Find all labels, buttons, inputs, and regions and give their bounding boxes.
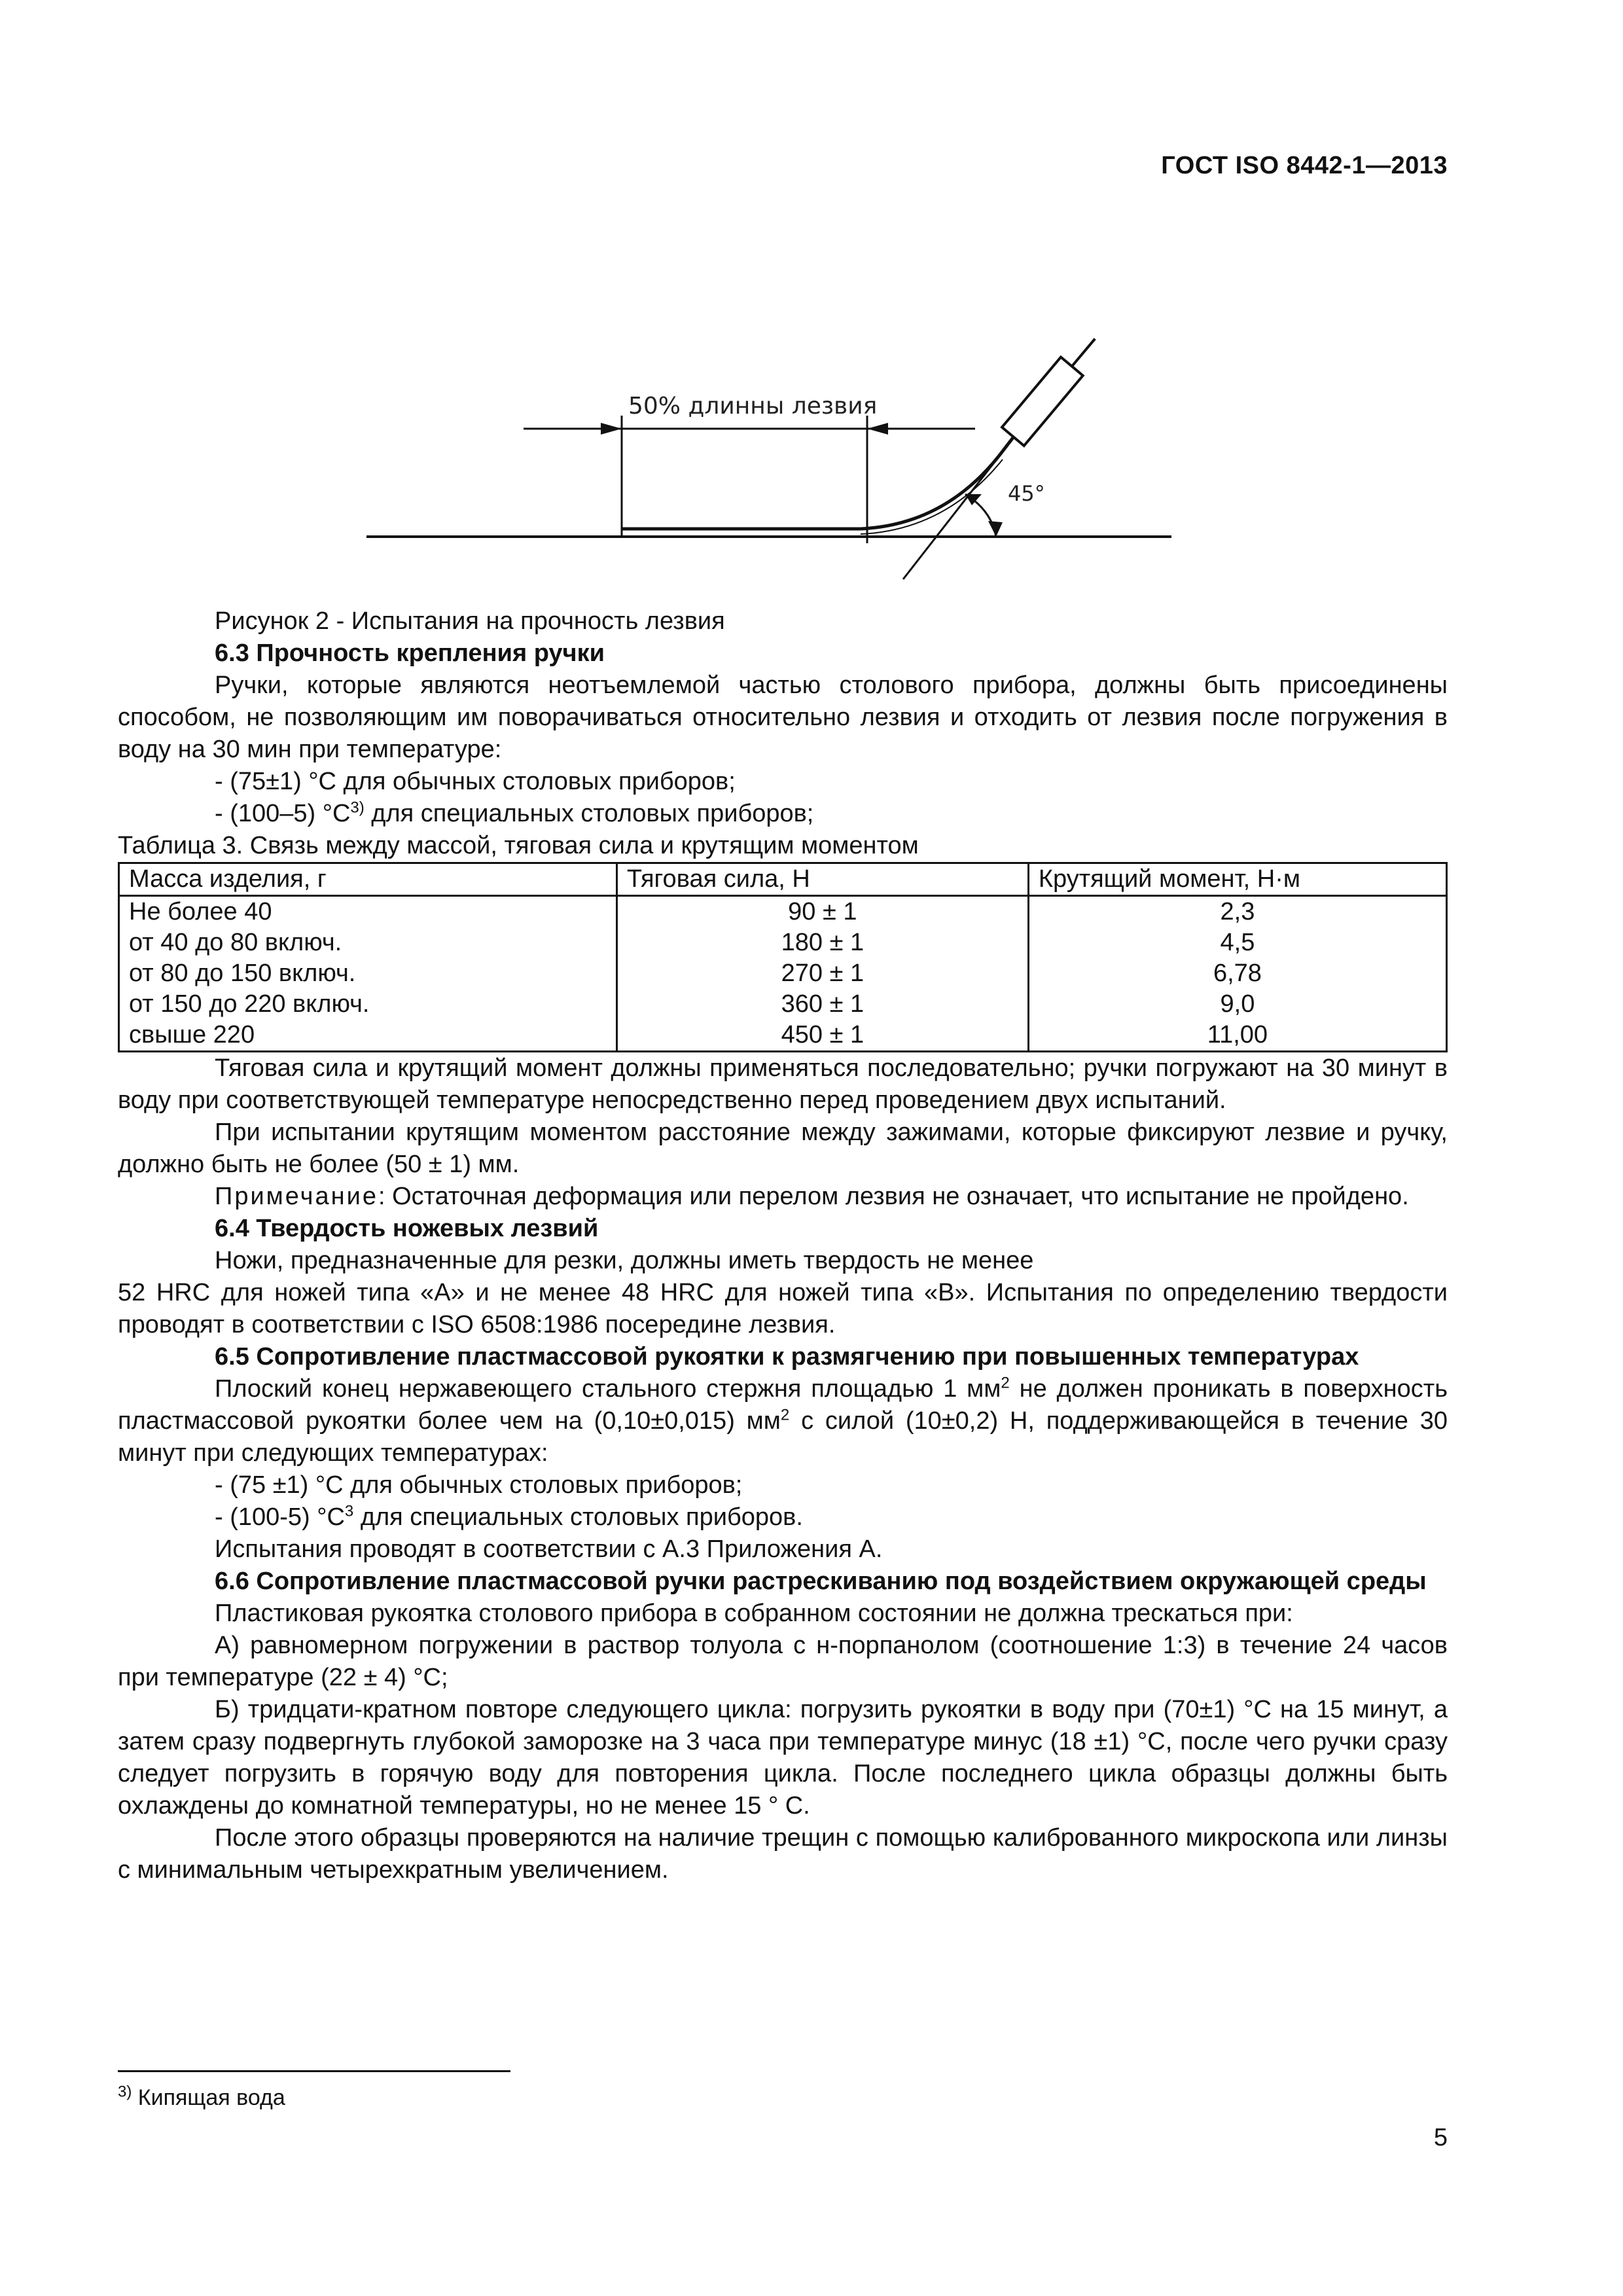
document-body — [118, 605, 1448, 1886]
angle-arrow-top — [965, 494, 982, 505]
paragraph-6-6-a: А) равномерном погружении в раствор толуола с н-порпанолом (соотношение 1:3) в течение 24 часов при температуре (22 ± 4) °С; — [118, 1632, 1448, 1691]
figure-angle-label: 45° — [1008, 481, 1045, 506]
heading-6-5: 6.5 Сопротивление пластмассовой рукоятки к размягчению при повышенных температурах — [215, 1343, 1359, 1371]
footnote-separator — [118, 2070, 510, 2072]
table-cell: 270 ± 1 — [616, 958, 1028, 989]
list-item-6-5-2: - (100-5) $^\circ С^3$ для специальных столовых приборов. — [215, 1502, 803, 1531]
figure-caption: Рисунок 2 - Испытания на прочность лезвия — [215, 607, 725, 635]
table-cell: 4,5 — [1028, 927, 1446, 958]
arrow-left — [601, 423, 622, 435]
table-cell: 180 ± 1 — [616, 927, 1028, 958]
standard-header: ГОСТ ISO 8442-1—2013 — [1161, 152, 1448, 179]
table-cell: 360 ± 1 — [616, 989, 1028, 1020]
footnote — [118, 2085, 285, 2111]
table-cell: 2,3 — [1028, 896, 1446, 928]
table-cell: свыше 220 — [119, 1020, 617, 1052]
blade-test-figure — [353, 268, 1204, 596]
table-header: Крутящий момент, Н·м — [1028, 863, 1446, 896]
table-cell: 9,0 — [1028, 989, 1446, 1020]
footnote-text: Кипящая вода — [132, 2085, 285, 2110]
table-row — [119, 927, 1447, 958]
mass-force-torque-table — [118, 862, 1448, 1052]
footnote-mark: 3) — [118, 2083, 132, 2101]
paragraph-6-6-final: После этого образцы проверяются на наличие трещин с помощью калиброванного микроскопа или линзы с минимальным четырехкратным увеличением. — [118, 1824, 1448, 1884]
paragraph-6-6-b: Б) тридцати-кратном повторе следующего цикла: погрузить рукоятки в воду при (70±1) °С на 15 минут, а затем сразу подвергнуть глубокой заморозке на 3 часа при температуре минус (18 ±1) °С, после чего ручки сразу следует погрузить в горячую воду для повторения цикла. После последнего цикла образцы должны быть охлаждены до комнатной температуры, но не менее 15 ° С. — [118, 1696, 1448, 1820]
table-row — [119, 1020, 1447, 1052]
handle — [1002, 329, 1106, 446]
paragraph-6-4-line1: Ножи, предназначенные для резки, должны иметь твердость не менее — [215, 1247, 1034, 1274]
table-cell: от 80 до 150 включ. — [119, 958, 617, 989]
paragraph-force-torque: Тяговая сила и крутящий момент должны применяться последовательно; ручки погружают на 30 минут в воду при соответствующей температуре непосредственно перед проведением двух испытаний. — [118, 1054, 1448, 1114]
figure-length-label: 50% длинны лезвия — [628, 393, 878, 420]
note: Примечание: Остаточная деформация или перелом лезвия не означает, что испытание не пройдено. — [215, 1183, 1409, 1210]
paragraph-6-4-line2: 52 HRC для ножей типа «А» и не менее 48 HRC для ножей типа «В». Испытания по определению твердости проводят в соответствии с ISO 6508:1986 посередине лезвия. — [118, 1279, 1448, 1338]
angle-arrow-bottom — [988, 521, 1003, 537]
note-label: Примечание — [215, 1183, 378, 1210]
heading-6-3: 6.3 Прочность крепления ручки — [215, 639, 605, 667]
paragraph-6-5: Плоский конец нержавеющего стального стержня площадью 1 $мм^2$ не должен проникать в поверхность пластмассовой рукоятки более чем на (0,10±0,015) $мм^2$ с силой (10±0,2) Н, поддерживающейся в течение 30 минут при следующих температурах: — [118, 1374, 1448, 1467]
arrow-right — [867, 423, 888, 435]
table-row — [119, 958, 1447, 989]
paragraph-clamp-distance: При испытании крутящим моментом расстояние между зажимами, которые фиксируют лезвие и ручку, должно быть не более (50 ± 1) мм. — [118, 1119, 1448, 1178]
footnote-ref: 3 — [344, 1502, 354, 1520]
heading-6-4: 6.4 Твердость ножевых лезвий — [215, 1215, 599, 1242]
list-item-6-3-2: - (100–5) $^\circ С^{3)}$ для специальных столовых приборов; — [215, 798, 814, 827]
paragraph-6-6-intro: Пластиковая рукоятка столового прибора в собранном состоянии не должна трескаться при: — [215, 1600, 1293, 1627]
table-header-row — [119, 863, 1447, 896]
heading-6-6: 6.6 Сопротивление пластмассовой ручки растрескиванию под воздействием окружающей среды — [215, 1568, 1427, 1595]
footnote-ref: 3) — [350, 798, 365, 817]
paragraph-6-5-ref: Испытания проводят в соответствии с А.3 Приложения А. — [215, 1535, 883, 1563]
page-number: 5 — [1433, 2124, 1448, 2151]
list-item-6-3-1: - (75±1) °С для обычных столовых приборов; — [215, 768, 736, 795]
table-cell: от 40 до 80 включ. — [119, 927, 617, 958]
table-cell: от 150 до 220 включ. — [119, 989, 617, 1020]
table-header: Масса изделия, г — [119, 863, 617, 896]
table-cell: 11,00 — [1028, 1020, 1446, 1052]
table-cell: 90 ± 1 — [616, 896, 1028, 928]
table-cell: Не более 40 — [119, 896, 617, 928]
blade-curve-lower — [861, 459, 1003, 534]
list-item-6-5-1: - (75 ±1) °С для обычных столовых приборов; — [215, 1471, 743, 1499]
table-cell: 450 ± 1 — [616, 1020, 1028, 1052]
table-header: Тяговая сила, Н — [616, 863, 1028, 896]
table-caption: Таблица 3. Связь между массой, тяговая сила и крутящим моментом — [118, 832, 919, 859]
table-row — [119, 896, 1447, 928]
table-row — [119, 989, 1447, 1020]
table-cell: 6,78 — [1028, 958, 1446, 989]
paragraph-6-3: Ручки, которые являются неотъемлемой частью столового прибора, должны быть присоединены способом, не позволяющим им поворачиваться относительно лезвия и отходить от лезвия после погружения в воду на 30 мин при температуре: — [118, 672, 1448, 763]
